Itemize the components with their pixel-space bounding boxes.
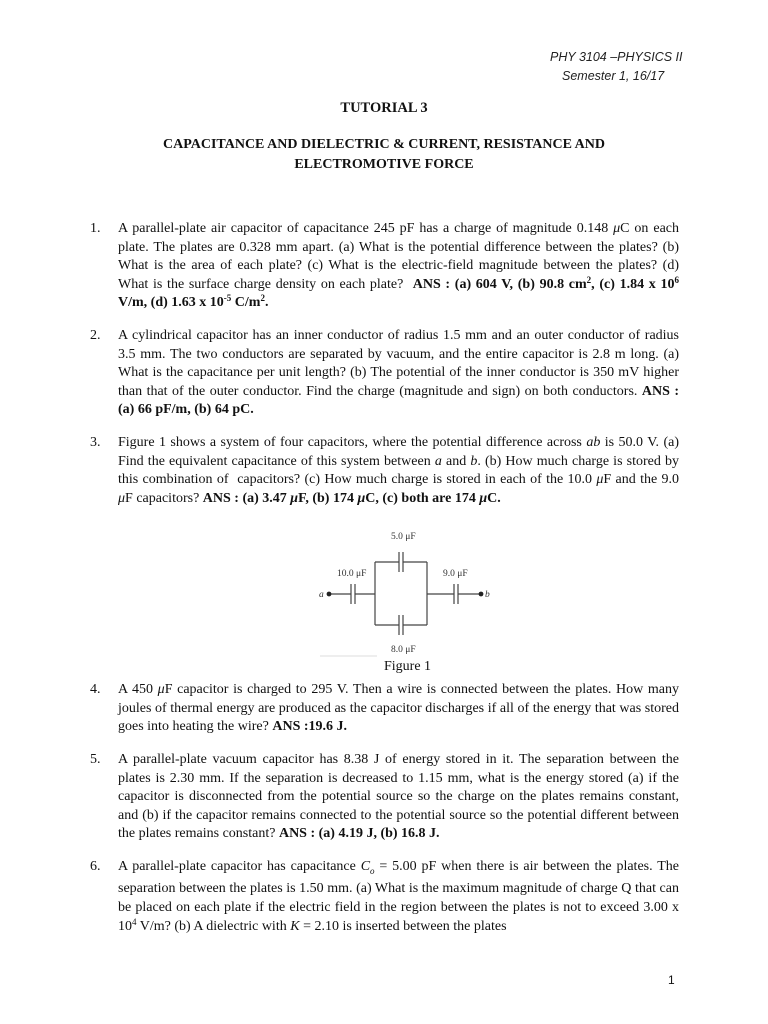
question-1 bbox=[90, 220, 679, 313]
semester-label: Semester 1, 16/17 bbox=[562, 69, 665, 83]
question-number: 6. bbox=[90, 859, 101, 874]
label-5uF: 5.0 μF bbox=[391, 532, 416, 542]
page-number: 1 bbox=[668, 973, 675, 987]
question-3 bbox=[90, 434, 679, 508]
page-title: TUTORIAL 3 bbox=[340, 100, 428, 116]
question-5 bbox=[90, 751, 679, 844]
question-text: A cylindrical capacitor has an inner conductor of radius 1.5 mm and an outer conductor of radius 3.5 mm. The two conductors are separated by vacuum, and the entire capacitor is 2.8 m long. (a) What is the capacitance per unit length? (b) The potential of the inner conductor is 350 mV higher than that of the outer conductor. Find the charge (magnitude and sign) on both conductors. ANS : (a) 66 pF/m, (b) 64 pC. bbox=[118, 328, 679, 418]
page-subtitle bbox=[0, 135, 768, 175]
label-node-b: b bbox=[485, 590, 490, 600]
question-text: A parallel-plate capacitor has capacitance $C_o = 5.00$ pF when there is air between the plates. The separation between the plates is 1.50 mm. (a) What is the maximum magnitude of charge Q that can be placed on each plate if the electric field in the region between the plates is not to exceed 3.00 x $10^4$ V/m? (b) A dielectric with K = 2.10 is inserted between the plates bbox=[118, 859, 679, 934]
question-number: 3. bbox=[90, 435, 101, 450]
subtitle-line-2: ELECTROMOTIVE FORCE bbox=[294, 157, 474, 172]
question-text: A parallel-plate air capacitor of capacitance 245 pF has a charge of magnitude 0.148 μC on each plate. The plates are 0.328 mm apart. (a) What is the potential difference between the plates? (b) What is the area of each plate? (c) What is the electric-field magnitude between the plates? (d) What is the surface charge density on each plate? ANS : (a) 604 V, (b) 90.8 $cm^2$, (c) 1.84 x $10^6$ V/m, (d) 1.63 x $10^{-5}$ $C/m^2$. bbox=[118, 221, 680, 311]
terminal-a bbox=[327, 592, 332, 597]
question-text: A 450 μF capacitor is charged to 295 V. Then a wire is connected between the plates. How many joules of thermal energy are produced as the capacitor discharges if all of the energy that was stored goes into heating the wire? ANS :19.6 J. bbox=[118, 682, 679, 735]
figure-caption: Figure 1 bbox=[384, 659, 432, 674]
page-header bbox=[550, 48, 682, 86]
subtitle-line-1: CAPACITANCE AND DIELECTRIC & CURRENT, RESISTANCE AND bbox=[163, 137, 605, 152]
question-text: Figure 1 shows a system of four capacitors, where the potential difference across ab is 50.0 V. (a) Find the equivalent capacitance of this system between a and b. (b) How much charge is stored by this combination of capacitors? (c) How much charge is stored in each of the 10.0 μF and the 9.0 μF capacitors? ANS : (a) 3.47 μF, (b) 174 μC, (c) both are 174 μC. bbox=[118, 435, 679, 506]
capacitor-circuit-diagram bbox=[315, 525, 495, 660]
label-10uF: 10.0 μF bbox=[337, 569, 367, 579]
question-4 bbox=[90, 681, 679, 737]
question-2 bbox=[90, 327, 679, 420]
question-6 bbox=[90, 858, 679, 936]
question-number: 1. bbox=[90, 221, 101, 236]
label-node-a: a bbox=[319, 590, 324, 600]
label-8uF: 8.0 μF bbox=[391, 645, 416, 655]
course-code: PHY 3104 –PHYSICS II bbox=[550, 50, 683, 64]
circuit-figure bbox=[315, 525, 495, 660]
terminal-b bbox=[479, 592, 484, 597]
question-number: 5. bbox=[90, 752, 101, 767]
label-9uF: 9.0 μF bbox=[443, 569, 468, 579]
question-number: 2. bbox=[90, 328, 101, 343]
question-number: 4. bbox=[90, 682, 101, 697]
question-text: A parallel-plate vacuum capacitor has 8.38 J of energy stored in it. The separation between the plates is 2.30 mm. If the separation is decreased to 1.15 mm, what is the energy stored (a) if the capacitor is disconnected from the potential source so the charge on the plates remains constant, and (b) if the capacitor remains connected to the potential source so the potential different between the plates remains constant? ANS : (a) 4.19 J, (b) 16.8 J. bbox=[118, 752, 679, 842]
